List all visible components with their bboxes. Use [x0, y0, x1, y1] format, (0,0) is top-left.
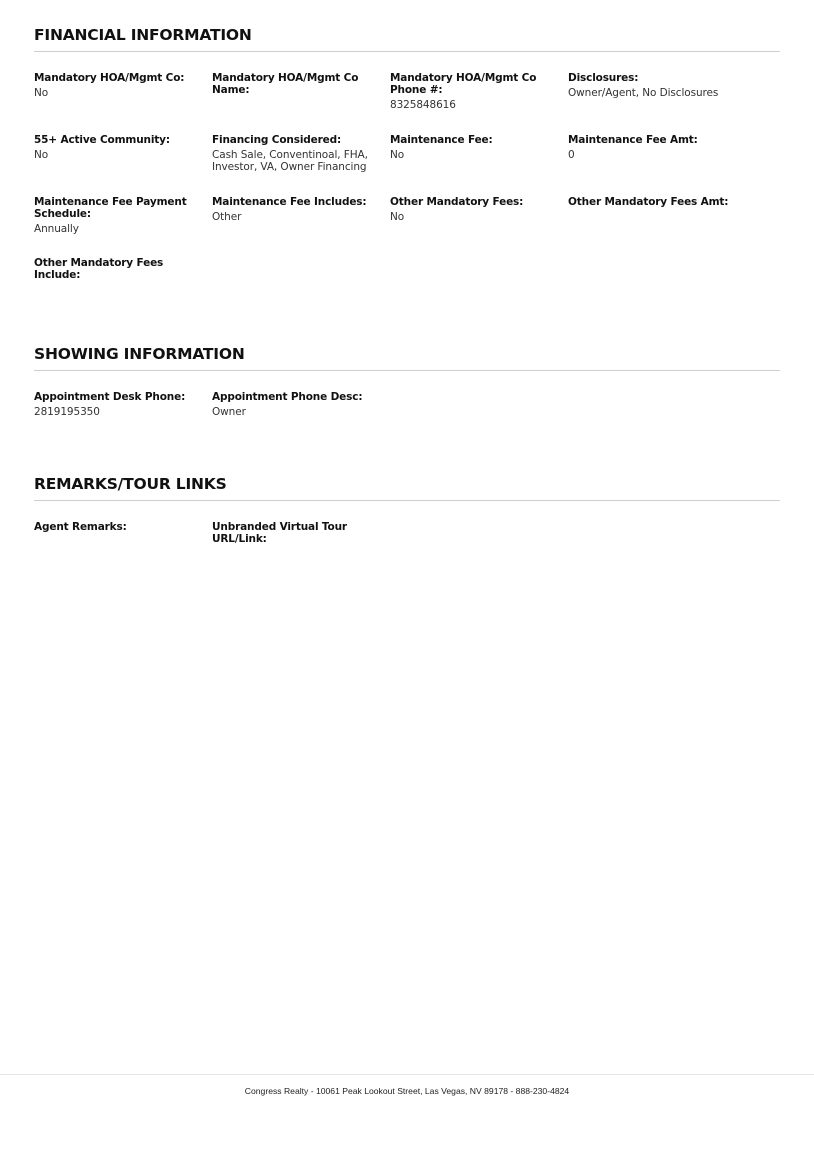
field-other-mandatory-fees [390, 196, 568, 236]
page-footer [0, 1074, 814, 1096]
field-maintenance-fee-amt [568, 134, 780, 174]
field-maintenance-fee [390, 134, 568, 174]
field-value: No [34, 87, 49, 99]
field-appointment-phone-desc [212, 391, 390, 419]
field-label: Other Mandatory Fees Amt: [568, 195, 729, 208]
field-label: Other Mandatory Fees Include: [34, 257, 164, 281]
field-virtual-tour-link [212, 521, 390, 548]
field-label: Appointment Phone Desc: [212, 391, 363, 403]
showing-information-section [34, 345, 780, 419]
field-value: 2819195350 [34, 406, 100, 418]
field-value: Owner/Agent, No Disclosures [568, 87, 719, 99]
field-label: Mandatory HOA/Mgmt Co: [34, 72, 185, 84]
financial-information-title: FINANCIAL INFORMATION [34, 26, 780, 52]
showing-fields-grid [34, 391, 780, 419]
financial-information-section [34, 26, 780, 284]
field-financing-considered [212, 134, 390, 174]
field-label: Maintenance Fee Includes: [212, 195, 367, 208]
remarks-tour-links-section [34, 475, 780, 548]
remarks-fields-grid [34, 521, 780, 548]
field-value: Other [212, 210, 242, 223]
field-value: Cash Sale, Conventinoal, FHA, Investor, VA, Owner Financing [212, 148, 368, 173]
field-other-mandatory-fees-amt [568, 196, 780, 236]
field-agent-remarks [34, 521, 212, 548]
field-active-community [34, 134, 212, 174]
field-label: Mandatory HOA/Mgmt Co Name: [212, 72, 359, 96]
field-other-mandatory-fees-include [34, 257, 212, 284]
field-hoa-phone [390, 72, 568, 112]
field-label: Mandatory HOA/Mgmt Co Phone #: [390, 72, 537, 96]
field-disclosures [568, 72, 780, 112]
field-value: No [390, 148, 405, 161]
field-label: 55+ Active Community: [34, 133, 170, 146]
field-maintenance-payment-schedule [34, 196, 212, 236]
financial-fields-grid [34, 72, 780, 284]
field-value: Annually [34, 222, 79, 235]
field-mandatory-hoa [34, 72, 212, 112]
field-label: Other Mandatory Fees: [390, 195, 524, 208]
field-label: Financing Considered: [212, 133, 342, 146]
field-hoa-name [212, 72, 390, 112]
field-label: Maintenance Fee Amt: [568, 133, 698, 146]
field-value: No [34, 148, 49, 161]
footer-contact-text: Congress Realty - 10061 Peak Lookout Street, Las Vegas, NV 89178 - 888-230-4824 [244, 1086, 570, 1096]
field-value: Owner [212, 406, 246, 418]
field-label: Unbranded Virtual Tour URL/Link: [212, 521, 347, 545]
field-label: Disclosures: [568, 72, 639, 84]
field-appointment-desk-phone [34, 391, 212, 419]
field-value: 8325848616 [390, 99, 456, 111]
showing-information-title: SHOWING INFORMATION [34, 345, 780, 371]
field-maintenance-fee-includes [212, 196, 390, 236]
field-label: Agent Remarks: [34, 521, 127, 533]
remarks-tour-links-title: REMARKS/TOUR LINKS [34, 475, 780, 501]
field-label: Maintenance Fee Payment Schedule: [34, 195, 187, 220]
field-label: Maintenance Fee: [390, 133, 493, 146]
field-value: 0 [568, 148, 575, 161]
field-value: No [390, 210, 405, 223]
field-label: Appointment Desk Phone: [34, 391, 186, 403]
